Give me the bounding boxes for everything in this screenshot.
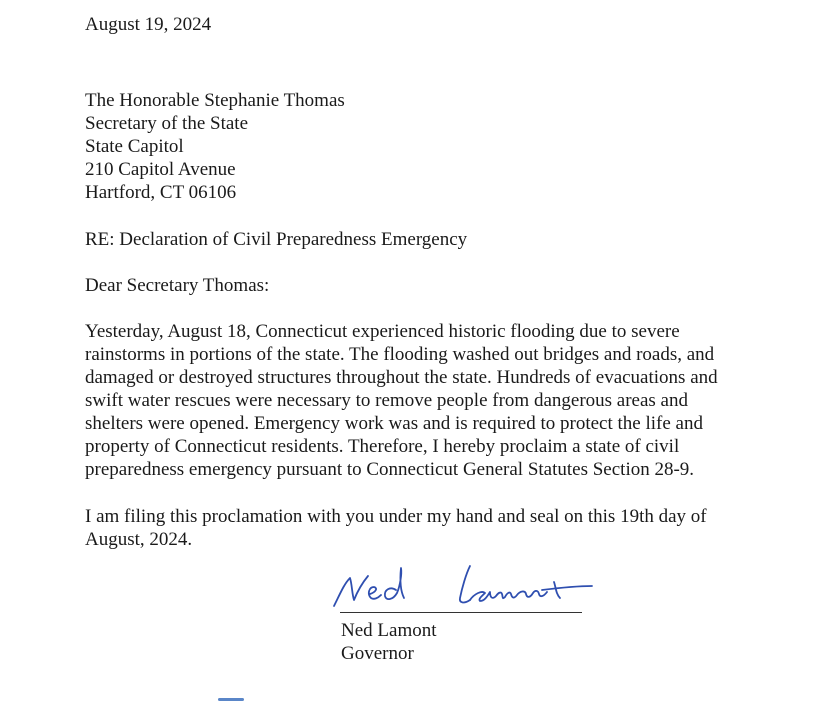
signature-line bbox=[340, 612, 582, 613]
body-paragraph-1-line: property of Connecticut residents. Therefore, I hereby proclaim a state of civil bbox=[85, 436, 680, 457]
recipient-name: The Honorable Stephanie Thomas bbox=[85, 90, 345, 111]
recipient-title: Secretary of the State bbox=[85, 113, 249, 134]
body-paragraph-1-line: Yesterday, August 18, Connecticut experienced historic flooding due to severe bbox=[85, 321, 680, 342]
signature-strokes bbox=[334, 566, 592, 606]
salutation: Dear Secretary Thomas: bbox=[85, 275, 270, 296]
signer-name: Ned Lamont bbox=[341, 620, 437, 641]
body-paragraph-2 bbox=[85, 505, 765, 551]
handwritten-signature bbox=[330, 560, 600, 616]
recipient-city: Hartford, CT 06106 bbox=[85, 182, 237, 203]
recipient-street: 210 Capitol Avenue bbox=[85, 159, 236, 180]
body-paragraph-1-line: swift water rescues were necessary to remove people from dangerous areas and bbox=[85, 390, 688, 411]
signature-block bbox=[330, 560, 600, 670]
body-paragraph-1-line: rainstorms in portions of the state. The flooding washed out bridges and roads, and bbox=[85, 344, 715, 365]
body-paragraph-1-line: shelters were opened. Emergency work was and is required to protect the life and bbox=[85, 413, 703, 434]
letter-date: August 19, 2024 bbox=[85, 14, 212, 35]
seal-ink-mark bbox=[218, 698, 244, 701]
body-paragraph-1-line: damaged or destroyed structures throughout the state. Hundreds of evacuations and bbox=[85, 367, 718, 388]
body-paragraph-1 bbox=[85, 320, 765, 481]
recipient-building: State Capitol bbox=[85, 136, 184, 157]
body-paragraph-2-line: I am filing this proclamation with you under my hand and seal on this 19th day of bbox=[85, 506, 707, 527]
re-line: RE: Declaration of Civil Preparedness Emergency bbox=[85, 229, 468, 250]
body-paragraph-1-line: preparedness emergency pursuant to Connecticut General Statutes Section 28-9. bbox=[85, 459, 695, 480]
body-paragraph-2-line: August, 2024. bbox=[85, 529, 193, 550]
signer-title: Governor bbox=[341, 643, 414, 664]
